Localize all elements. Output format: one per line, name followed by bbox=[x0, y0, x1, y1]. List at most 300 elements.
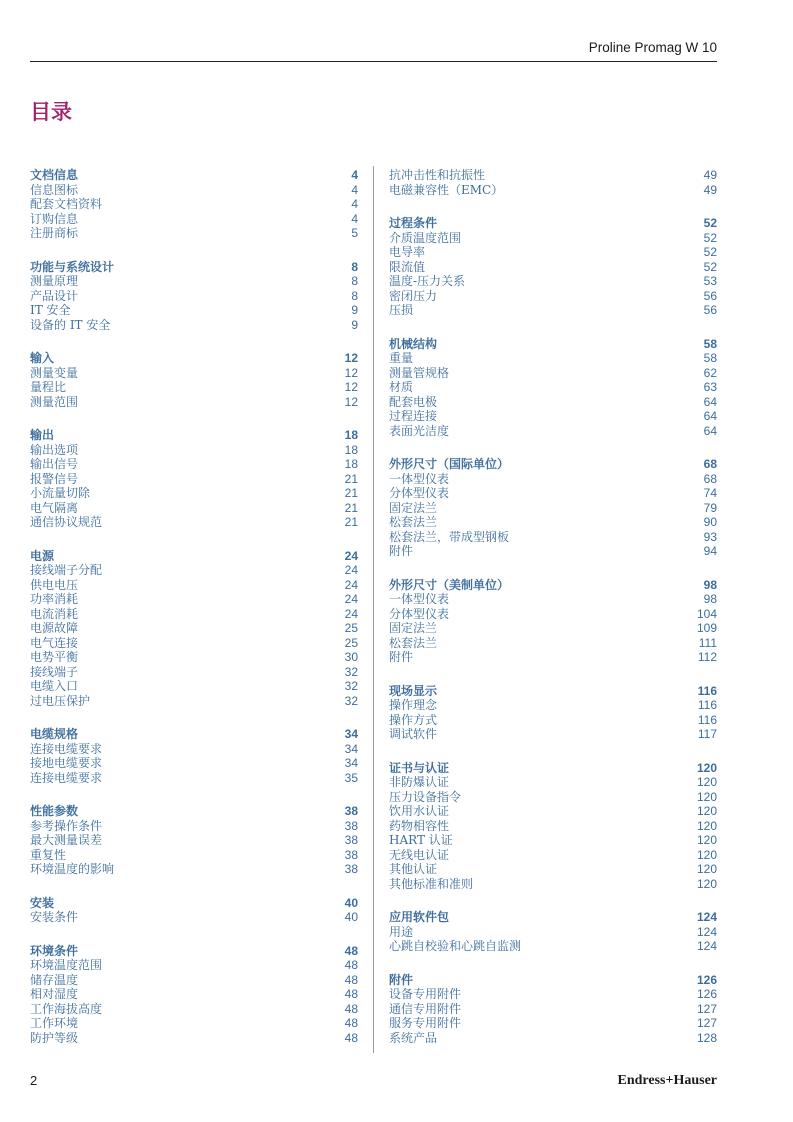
toc-entry-page: 120 bbox=[696, 833, 717, 847]
toc-section-page: 126 bbox=[696, 972, 717, 987]
toc-entry-label: 配套电极 bbox=[389, 394, 438, 409]
toc-entry-label: 调试软件 bbox=[389, 727, 438, 741]
toc-entry-page: 48 bbox=[344, 972, 358, 987]
toc-entry-page: 38 bbox=[344, 862, 358, 876]
toc-entry-label: 材质 bbox=[389, 380, 414, 394]
toc-entry[interactable] bbox=[30, 501, 358, 516]
toc-entry[interactable] bbox=[30, 848, 358, 863]
toc-section-heading[interactable] bbox=[30, 351, 358, 366]
toc-section-heading[interactable] bbox=[30, 428, 358, 443]
toc-entry-page: 112 bbox=[697, 650, 717, 664]
toc-entry-page: 120 bbox=[696, 847, 717, 862]
toc-section-heading[interactable] bbox=[389, 578, 717, 593]
toc-entry[interactable] bbox=[30, 486, 358, 501]
toc-entry-label: 分体型仪表 bbox=[389, 486, 450, 500]
toc-entry[interactable] bbox=[30, 578, 358, 593]
toc-entry-page: 12 bbox=[344, 365, 358, 380]
toc-entry[interactable] bbox=[389, 925, 717, 940]
toc-section-page: 8 bbox=[351, 259, 358, 274]
toc-section-heading[interactable] bbox=[389, 337, 717, 352]
toc-entry-label: 服务专用附件 bbox=[389, 1016, 462, 1030]
toc-entry[interactable] bbox=[389, 1031, 717, 1046]
column-divider bbox=[373, 166, 374, 1053]
toc-entry-page: 117 bbox=[697, 727, 717, 741]
toc-entry[interactable] bbox=[30, 366, 358, 381]
toc-entry[interactable] bbox=[389, 804, 717, 819]
toc-entry-page: 58 bbox=[703, 351, 717, 365]
toc-entry-label: 电气隔离 bbox=[30, 500, 79, 515]
toc-entry-label: 环境温度的影响 bbox=[30, 862, 115, 876]
toc-entry[interactable] bbox=[389, 833, 717, 848]
toc-entry-label: 环境温度范围 bbox=[30, 958, 103, 972]
toc-entry[interactable] bbox=[30, 289, 358, 304]
toc-section-page: 40 bbox=[344, 895, 358, 910]
toc-entry[interactable] bbox=[389, 260, 717, 275]
toc-entry-page: 25 bbox=[344, 621, 358, 635]
toc-section-title: 性能参数 bbox=[30, 804, 79, 818]
toc-entry-label: 信息图标 bbox=[30, 182, 79, 197]
toc-entry-page: 74 bbox=[703, 486, 717, 500]
toc-entry-page: 4 bbox=[351, 182, 358, 197]
toc-left-column bbox=[30, 168, 358, 1064]
toc-entry[interactable] bbox=[30, 274, 358, 289]
toc-section-heading[interactable] bbox=[389, 761, 717, 776]
toc-section-heading[interactable] bbox=[30, 727, 358, 742]
toc-entry-page: 9 bbox=[351, 303, 358, 317]
toc-entry-label: 报警信号 bbox=[30, 471, 79, 486]
toc-entry-page: 21 bbox=[344, 471, 358, 486]
toc-entry-page: 64 bbox=[703, 409, 717, 423]
toc-section-page: 68 bbox=[703, 457, 717, 471]
toc-entry-label: 电磁兼容性（EMC） bbox=[389, 182, 504, 197]
toc-entry-label: 接线端子分配 bbox=[30, 563, 103, 577]
toc-entry-label: 连接电缆要求 bbox=[30, 770, 103, 785]
toc-entry[interactable] bbox=[30, 973, 358, 988]
toc-entry-label: 安装条件 bbox=[30, 910, 79, 924]
toc-section bbox=[30, 351, 358, 409]
toc-entry[interactable] bbox=[30, 756, 358, 771]
toc-section-page: 124 bbox=[696, 910, 717, 924]
toc-entry-label: 供电电压 bbox=[30, 577, 79, 592]
toc-entry[interactable] bbox=[30, 395, 358, 410]
toc-section-heading[interactable] bbox=[30, 804, 358, 819]
toc-entry-label: 附件 bbox=[389, 544, 414, 558]
toc-entry-label: 储存温度 bbox=[30, 972, 79, 987]
toc-section-heading[interactable] bbox=[389, 910, 717, 925]
toc-entry-label: 重复性 bbox=[30, 847, 67, 862]
toc-entry-label: 重量 bbox=[389, 351, 414, 365]
toc-section-page: 116 bbox=[697, 683, 717, 698]
toc-entry[interactable] bbox=[389, 1002, 717, 1017]
toc-entry[interactable] bbox=[30, 380, 358, 395]
toc-entry-label: 设备的 IT 安全 bbox=[30, 317, 111, 332]
toc-entry-label: 连接电缆要求 bbox=[30, 741, 103, 756]
toc-entry[interactable] bbox=[389, 486, 717, 501]
toc-entry-page: 30 bbox=[344, 650, 358, 664]
toc-entry-label: 参考操作条件 bbox=[30, 818, 103, 833]
toc-entry-label: 测量原理 bbox=[30, 274, 79, 288]
toc-entry[interactable] bbox=[389, 544, 717, 559]
toc-entry[interactable] bbox=[30, 862, 358, 877]
toc-section bbox=[389, 457, 717, 559]
toc-section-title: 安装 bbox=[30, 895, 55, 910]
toc-entry-page: 111 bbox=[698, 635, 717, 650]
toc-entry[interactable] bbox=[389, 877, 717, 892]
toc-section-title: 输出 bbox=[30, 428, 55, 442]
toc-section bbox=[389, 216, 717, 318]
toc-entry[interactable] bbox=[30, 183, 358, 198]
toc-entry-page: 32 bbox=[344, 693, 358, 708]
toc-entry-label: 接地电缆要求 bbox=[30, 756, 103, 770]
toc-entry[interactable] bbox=[389, 698, 717, 713]
toc-section-page: 12 bbox=[344, 351, 358, 365]
toc-entry[interactable] bbox=[30, 665, 358, 680]
toc-entry-page: 104 bbox=[696, 606, 717, 621]
toc-entry-page: 64 bbox=[703, 394, 717, 409]
toc-entry[interactable] bbox=[30, 472, 358, 487]
toc-entry-page: 109 bbox=[696, 621, 717, 635]
toc-entry[interactable] bbox=[389, 713, 717, 728]
toc-entry-label: 固定法兰 bbox=[389, 621, 438, 635]
toc-entry-page: 120 bbox=[696, 876, 717, 891]
toc-entry[interactable] bbox=[30, 833, 358, 848]
toc-entry-label: 压损 bbox=[389, 303, 414, 317]
toc-entry-label: 无线电认证 bbox=[389, 847, 450, 862]
footer-brand: Endress+Hauser bbox=[617, 1073, 717, 1088]
toc-section-title: 电缆规格 bbox=[30, 727, 79, 741]
toc-entry-label: 小流量切除 bbox=[30, 486, 91, 500]
toc-entry-page: 64 bbox=[703, 423, 717, 438]
toc-section-heading[interactable] bbox=[389, 973, 717, 988]
toc-section-title: 应用软件包 bbox=[389, 910, 450, 924]
toc-entry[interactable] bbox=[30, 819, 358, 834]
toc-entry[interactable] bbox=[30, 457, 358, 472]
toc-entry-page: 25 bbox=[344, 635, 358, 650]
toc-section bbox=[389, 910, 717, 954]
toc-section-heading[interactable] bbox=[30, 896, 358, 911]
toc-entry-label: 电气连接 bbox=[30, 635, 79, 650]
toc-section bbox=[30, 804, 358, 877]
toc-section bbox=[30, 549, 358, 709]
toc-entry-page: 34 bbox=[344, 741, 358, 756]
toc-entry-label: 介质温度范围 bbox=[389, 230, 462, 245]
toc-section bbox=[30, 727, 358, 785]
toc-section-title: 过程条件 bbox=[389, 216, 438, 230]
toc-entry[interactable] bbox=[389, 183, 717, 198]
toc-entry[interactable] bbox=[389, 245, 717, 260]
toc-entry-page: 8 bbox=[351, 288, 358, 303]
toc-entry-page: 120 bbox=[696, 775, 717, 789]
toc-entry-label: 松套法兰，带成型钢板 bbox=[389, 529, 510, 544]
toc-entry[interactable] bbox=[30, 303, 358, 318]
toc-entry[interactable] bbox=[389, 987, 717, 1002]
toc-entry-label: 电缆入口 bbox=[30, 679, 79, 693]
toc-entry-page: 68 bbox=[703, 471, 717, 486]
toc-entry-label: 产品设计 bbox=[30, 288, 79, 303]
toc-entry[interactable] bbox=[389, 303, 717, 318]
toc-entry-label: 附件 bbox=[389, 650, 414, 664]
toc-section-heading[interactable] bbox=[30, 549, 358, 564]
toc-entry[interactable] bbox=[389, 862, 717, 877]
toc-section-page: 48 bbox=[344, 943, 358, 958]
toc-entry[interactable] bbox=[389, 848, 717, 863]
toc-entry-label: 系统产品 bbox=[389, 1030, 438, 1045]
toc-section bbox=[30, 260, 358, 333]
toc-entry-label: 一体型仪表 bbox=[389, 471, 450, 486]
toc-entry[interactable] bbox=[30, 694, 358, 709]
toc-entry-label: 药物相容性 bbox=[389, 818, 450, 833]
toc-entry-label: 电流消耗 bbox=[30, 606, 79, 621]
toc-entry[interactable] bbox=[389, 727, 717, 742]
toc-entry[interactable] bbox=[30, 910, 358, 925]
toc-entry[interactable] bbox=[389, 515, 717, 530]
toc-entry-page: 32 bbox=[344, 664, 358, 679]
toc-section bbox=[30, 944, 358, 1046]
toc-entry-page: 56 bbox=[703, 288, 717, 303]
toc-entry[interactable] bbox=[389, 775, 717, 790]
toc-section-page: 4 bbox=[351, 168, 358, 182]
toc-section bbox=[389, 684, 717, 742]
toc-entry-page: 48 bbox=[344, 1030, 358, 1045]
toc-entry-label: 抗冲击性和抗振性 bbox=[389, 168, 486, 182]
toc-section-page: 18 bbox=[344, 428, 358, 442]
toc-entry-page: 116 bbox=[697, 698, 717, 712]
toc-entry[interactable] bbox=[30, 212, 358, 227]
toc-entry-label: 测量变量 bbox=[30, 365, 79, 380]
toc-section-title: 电源 bbox=[30, 548, 55, 563]
toc-entry-page: 9 bbox=[351, 317, 358, 332]
toc-right-column bbox=[389, 168, 717, 1064]
toc-entry-page: 116 bbox=[697, 712, 717, 727]
toc-entry-page: 49 bbox=[703, 168, 717, 182]
toc-entry-page: 35 bbox=[344, 770, 358, 785]
toc-section bbox=[389, 578, 717, 665]
toc-entry[interactable] bbox=[389, 790, 717, 805]
toc-entry[interactable] bbox=[30, 443, 358, 458]
toc-entry-label: 限流值 bbox=[389, 259, 426, 274]
toc-entry-page: 18 bbox=[344, 442, 358, 457]
toc-entry-label: 心跳自校验和心跳自监测 bbox=[389, 939, 522, 953]
toc-entry-label: 操作方式 bbox=[389, 712, 438, 727]
toc-section bbox=[30, 168, 358, 241]
toc-entry-label: 功率消耗 bbox=[30, 592, 79, 606]
toc-entry[interactable] bbox=[389, 366, 717, 381]
toc-entry-page: 38 bbox=[344, 833, 358, 847]
toc-entry-label: 固定法兰 bbox=[389, 500, 438, 515]
toc-entry-page: 63 bbox=[703, 380, 717, 394]
toc-entry-page: 8 bbox=[351, 274, 358, 288]
toc-entry-label: 温度-压力关系 bbox=[389, 274, 466, 288]
toc-entry[interactable] bbox=[30, 742, 358, 757]
toc-entry-label: 测量范围 bbox=[30, 394, 79, 409]
toc-entry-label: 通信专用附件 bbox=[389, 1001, 462, 1016]
toc-section-title: 外形尺寸（美制单位） bbox=[389, 577, 510, 592]
toc-section-heading[interactable] bbox=[30, 168, 358, 183]
toc-entry[interactable] bbox=[30, 636, 358, 651]
toc-entry[interactable] bbox=[30, 621, 358, 636]
toc-entry-label: 防护等级 bbox=[30, 1030, 79, 1045]
toc-entry-page: 24 bbox=[344, 592, 358, 606]
toc-section-heading[interactable] bbox=[389, 684, 717, 699]
toc-entry-page: 52 bbox=[703, 230, 717, 245]
toc-entry[interactable] bbox=[389, 409, 717, 424]
toc-entry[interactable] bbox=[30, 650, 358, 665]
page-header-product: Proline Promag W 10 bbox=[588, 40, 717, 55]
toc-entry-page: 24 bbox=[344, 577, 358, 592]
toc-entry-label: 分体型仪表 bbox=[389, 606, 450, 621]
toc-entry-page: 126 bbox=[696, 987, 717, 1001]
toc-section bbox=[389, 761, 717, 892]
toc-entry-page: 4 bbox=[351, 211, 358, 226]
toc-entry-page: 38 bbox=[344, 847, 358, 862]
toc-entry[interactable] bbox=[389, 501, 717, 516]
toc-entry-page: 120 bbox=[696, 862, 717, 876]
toc-entry-label: 电势平衡 bbox=[30, 650, 79, 664]
toc-section-heading[interactable] bbox=[389, 457, 717, 472]
toc-entry-page: 120 bbox=[696, 804, 717, 818]
toc-entry-label: 订购信息 bbox=[30, 211, 79, 226]
toc-entry-label: 松套法兰 bbox=[389, 635, 438, 650]
toc-entry[interactable] bbox=[389, 424, 717, 439]
toc-entry-page: 40 bbox=[344, 910, 358, 924]
toc-entry-page: 52 bbox=[703, 259, 717, 274]
toc-entry[interactable] bbox=[389, 274, 717, 289]
toc-section-heading[interactable] bbox=[30, 260, 358, 275]
toc-section bbox=[30, 428, 358, 530]
toc-entry-label: 接线端子 bbox=[30, 664, 79, 679]
toc-entry[interactable] bbox=[30, 515, 358, 530]
toc-entry-page: 62 bbox=[703, 365, 717, 380]
toc-entry-label: 量程比 bbox=[30, 380, 67, 394]
footer-page-number: 2 bbox=[30, 1073, 38, 1088]
toc-entry-page: 49 bbox=[703, 182, 717, 197]
toc-entry-page: 79 bbox=[703, 500, 717, 515]
toc-section-page: 24 bbox=[344, 548, 358, 563]
toc-entry[interactable] bbox=[389, 530, 717, 545]
toc-entry-label: 其他标准和准则 bbox=[389, 876, 474, 891]
toc-entry[interactable] bbox=[389, 621, 717, 636]
toc-entry[interactable] bbox=[30, 958, 358, 973]
toc-section bbox=[389, 973, 717, 1046]
toc-entry-page: 21 bbox=[344, 515, 358, 529]
toc-section-page: 52 bbox=[703, 216, 717, 230]
toc-entry[interactable] bbox=[30, 226, 358, 241]
toc-entry-page: 24 bbox=[344, 563, 358, 577]
toc-entry-label: IT 安全 bbox=[30, 303, 71, 317]
toc-entry-label: 相对湿度 bbox=[30, 987, 79, 1001]
toc-section-page: 38 bbox=[344, 804, 358, 818]
toc-section-title: 证书与认证 bbox=[389, 760, 450, 775]
toc-entry-label: 密闭压力 bbox=[389, 288, 438, 303]
toc-entry-label: 用途 bbox=[389, 924, 414, 939]
toc-entry[interactable] bbox=[389, 168, 717, 183]
toc-entry[interactable] bbox=[389, 380, 717, 395]
toc-entry-page: 124 bbox=[696, 939, 717, 953]
toc-entry-label: 非防爆认证 bbox=[389, 775, 450, 789]
toc-entry-page: 120 bbox=[696, 818, 717, 833]
toc-entry-label: 配套文档资料 bbox=[30, 197, 103, 211]
toc-entry[interactable] bbox=[389, 607, 717, 622]
toc-entry-label: 其他认证 bbox=[389, 862, 438, 876]
toc-entry-page: 128 bbox=[696, 1030, 717, 1045]
toc-entry-label: 饮用水认证 bbox=[389, 804, 450, 818]
toc-entry[interactable] bbox=[389, 939, 717, 954]
toc-entry-page: 48 bbox=[344, 1016, 358, 1030]
toc-entry[interactable] bbox=[389, 472, 717, 487]
toc-entry[interactable] bbox=[30, 1002, 358, 1017]
toc-entry[interactable] bbox=[389, 351, 717, 366]
toc-entry-page: 52 bbox=[703, 245, 717, 259]
toc-entry-page: 38 bbox=[344, 818, 358, 833]
toc-entry-page: 53 bbox=[703, 274, 717, 288]
toc-entry-label: 测量管规格 bbox=[389, 365, 450, 380]
toc-entry-label: 工作海拔高度 bbox=[30, 1001, 103, 1016]
toc-entry-page: 4 bbox=[351, 197, 358, 211]
toc-entry-page: 120 bbox=[696, 789, 717, 804]
toc-entry-page: 18 bbox=[344, 457, 358, 471]
toc-section-title: 环境条件 bbox=[30, 943, 79, 958]
toc-entry-label: 工作环境 bbox=[30, 1016, 79, 1030]
toc-entry[interactable] bbox=[30, 592, 358, 607]
toc-section-title: 现场显示 bbox=[389, 683, 438, 698]
toc-entry-page: 12 bbox=[344, 380, 358, 394]
toc-section-heading[interactable] bbox=[389, 216, 717, 231]
toc-entry-page: 94 bbox=[703, 544, 717, 558]
toc-entry-label: 表面光洁度 bbox=[389, 423, 450, 438]
toc-entry[interactable] bbox=[30, 197, 358, 212]
toc-entry[interactable] bbox=[30, 987, 358, 1002]
toc-section-title: 功能与系统设计 bbox=[30, 259, 115, 274]
toc-entry[interactable] bbox=[389, 592, 717, 607]
toc-entry[interactable] bbox=[389, 650, 717, 665]
toc-section bbox=[389, 168, 717, 197]
toc-entry[interactable] bbox=[30, 771, 358, 786]
toc-entry-page: 5 bbox=[351, 226, 358, 240]
toc-entry[interactable] bbox=[30, 1016, 358, 1031]
toc-section-title: 机械结构 bbox=[389, 336, 438, 351]
toc-section-page: 34 bbox=[344, 727, 358, 741]
toc-entry-label: HART 认证 bbox=[389, 833, 453, 847]
toc-entry[interactable] bbox=[30, 679, 358, 694]
toc-entry-page: 127 bbox=[696, 1016, 717, 1030]
toc-entry-label: 通信协议规范 bbox=[30, 515, 103, 529]
toc-entry-page: 93 bbox=[703, 529, 717, 544]
toc-entry-page: 48 bbox=[344, 987, 358, 1001]
toc-entry[interactable] bbox=[30, 607, 358, 622]
toc-entry-label: 电导率 bbox=[389, 245, 426, 259]
toc-entry[interactable] bbox=[389, 289, 717, 304]
toc-entry-page: 34 bbox=[344, 756, 358, 770]
toc-entry-page: 90 bbox=[703, 515, 717, 529]
toc-entry-page: 98 bbox=[703, 592, 717, 606]
toc-entry[interactable] bbox=[389, 1016, 717, 1031]
toc-entry[interactable] bbox=[30, 318, 358, 333]
toc-section-page: 120 bbox=[696, 760, 717, 775]
toc-section-title: 附件 bbox=[389, 972, 414, 987]
toc-entry[interactable] bbox=[389, 395, 717, 410]
toc-entry-label: 过电压保护 bbox=[30, 693, 91, 708]
toc-entry-label: 一体型仪表 bbox=[389, 592, 450, 606]
toc-entry[interactable] bbox=[30, 1031, 358, 1046]
toc-entry[interactable] bbox=[389, 819, 717, 834]
toc-entry[interactable] bbox=[389, 636, 717, 651]
toc-entry-page: 127 bbox=[696, 1001, 717, 1016]
toc-entry-label: 注册商标 bbox=[30, 226, 79, 240]
toc-section-heading[interactable] bbox=[30, 944, 358, 959]
toc-entry[interactable] bbox=[389, 231, 717, 246]
toc-section-page: 58 bbox=[703, 336, 717, 351]
toc-entry[interactable] bbox=[30, 563, 358, 578]
